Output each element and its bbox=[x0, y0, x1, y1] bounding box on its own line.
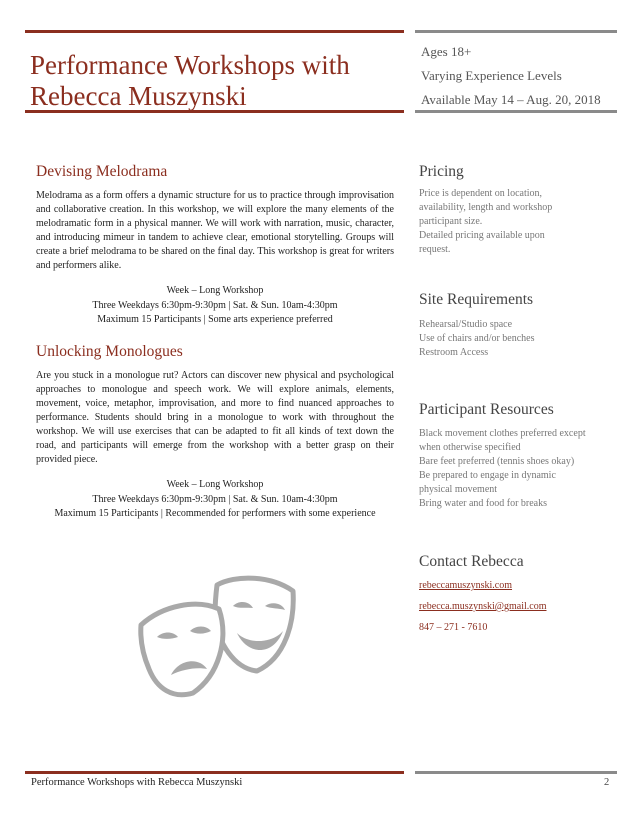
meta-age: Ages 18+ bbox=[421, 44, 472, 59]
footer-rule-gray bbox=[415, 771, 617, 774]
resource-item: Bring water and food for breaks bbox=[419, 498, 548, 509]
workshop-description: Are you stuck in a monologue rut? Actors can discover new physical and psychological approaches to monologue and speech work. We will explore animals, elements, movement, voice, metaphor, improvisation, and more to find nuanced approaches to performance. Students should bring in a monologue to work with throughout the workshop. We will use exercises that can be adapted to fit all kinds of text down the road, and participants will emerge from the workshop with a better grasp on their provided piece. bbox=[36, 370, 394, 465]
participant-resources-section bbox=[419, 401, 599, 511]
resources-list bbox=[419, 427, 591, 511]
workshop-title: Devising Melodrama bbox=[36, 163, 168, 180]
meta-top-rule bbox=[415, 30, 617, 33]
comedy-mask bbox=[215, 578, 293, 671]
workshop-title: Unlocking Monologues bbox=[36, 343, 183, 360]
site-requirements-section bbox=[419, 291, 599, 360]
workshop-capacity: Maximum 15 Participants | Recommended for performers with some experience bbox=[54, 508, 376, 519]
meta-availability: Available May 14 – Aug. 20, 2018 bbox=[421, 92, 601, 107]
page-number: 2 bbox=[604, 777, 610, 788]
pricing-text: Price is dependent on location, availability, length and workshop participant size. bbox=[419, 188, 553, 227]
workshop-schedule: Three Weekdays 6:30pm-9:30pm | Sat. & Sun. 10am-4:30pm bbox=[92, 493, 338, 505]
website-link[interactable]: rebeccamuszynski.com bbox=[419, 580, 513, 591]
workshop-meta bbox=[421, 40, 621, 112]
contact-title: Contact Rebecca bbox=[419, 553, 524, 570]
workshop-details bbox=[36, 478, 394, 522]
site-item: Use of chairs and/or benches bbox=[419, 333, 535, 344]
workshop-schedule: Three Weekdays 6:30pm-9:30pm | Sat. & Sun. 10am-4:30pm bbox=[92, 299, 338, 311]
theatre-masks-icon bbox=[135, 573, 300, 708]
footer-rule-red bbox=[25, 771, 404, 774]
site-title: Site Requirements bbox=[419, 291, 534, 308]
title-line-1: Performance Workshops with bbox=[30, 50, 350, 80]
email-link[interactable]: rebecca.muszynski@gmail.com bbox=[419, 601, 547, 612]
workshop-capacity: Maximum 15 Participants | Some arts experience preferred bbox=[97, 314, 333, 325]
resource-item: Be prepared to engage in dynamic physical movement bbox=[419, 470, 556, 495]
resource-item: Bare feet preferred (tennis shoes okay) bbox=[419, 456, 575, 467]
contact-section bbox=[419, 553, 599, 633]
pricing-section bbox=[419, 163, 599, 257]
workshop-duration: Week – Long Workshop bbox=[166, 285, 264, 296]
resource-item: Black movement clothes preferred except when otherwise specified bbox=[419, 428, 586, 453]
footer-title: Performance Workshops with Rebecca Muszynski bbox=[31, 777, 243, 788]
meta-experience: Varying Experience Levels bbox=[421, 68, 562, 83]
workshop-duration: Week – Long Workshop bbox=[166, 479, 264, 490]
pricing-title: Pricing bbox=[419, 163, 464, 180]
workshop-unlocking-monologues bbox=[36, 343, 394, 522]
site-item: Rehearsal/Studio space bbox=[419, 319, 513, 330]
workshop-details bbox=[36, 284, 394, 328]
page-title bbox=[30, 50, 400, 112]
title-line-2: Rebecca Muszynski bbox=[30, 81, 247, 111]
workshop-devising-melodrama bbox=[36, 163, 394, 328]
pricing-text-detail: Detailed pricing available upon request. bbox=[419, 230, 545, 255]
header-top-rule bbox=[25, 30, 404, 33]
site-item: Restroom Access bbox=[419, 347, 489, 358]
site-list bbox=[419, 318, 599, 360]
workshop-description: Melodrama as a form offers a dynamic structure for us to practice through improvisation and collaborative creation. In this workshop, we will explore the many elements of the melodramatic form in a physical manner. We will work with narration, music, character, and introducing mimeur in tandem to achieve clear, emotional storytelling. Groups will create a brief melodrama to be shared on the final day. This workshop is great for writers and performers alike. bbox=[36, 190, 394, 271]
tragedy-mask bbox=[141, 604, 223, 694]
resources-title: Participant Resources bbox=[419, 401, 554, 418]
phone-number: 847 – 271 - 7610 bbox=[419, 622, 488, 633]
